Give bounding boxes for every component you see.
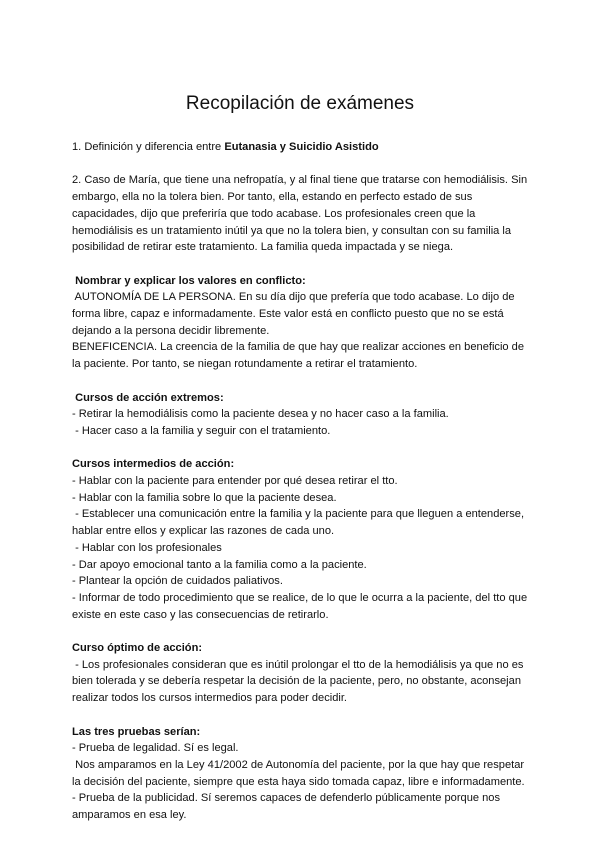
question-1	[72, 139, 534, 156]
section-heading: Las tres pruebas serían:	[72, 725, 201, 738]
section-heading: Curso óptimo de acción:	[72, 642, 203, 655]
section-optimo	[72, 640, 534, 707]
question-1-text: 1. Definición y diferencia entre	[72, 141, 225, 153]
question-2-case	[72, 172, 534, 256]
text-line: - Establecer una comunicación entre la familia y la paciente para que lleguen a entenderse,	[72, 508, 525, 521]
section-heading: Cursos intermedios de acción:	[72, 458, 235, 471]
text-line: - Prueba de la publicidad. Sí seremos capaces de defenderlo públicamente porque nos	[72, 792, 500, 805]
section-heading: Cursos de acción extremos:	[72, 391, 224, 404]
text-line: dejando a la persona decidir libremente.	[72, 324, 270, 337]
text-line: - Hacer caso a la familia y seguir con el tratamiento.	[72, 424, 331, 437]
text-line: - Dar apoyo emocional tanto a la familia como a la paciente.	[72, 558, 367, 571]
document-body	[72, 139, 534, 824]
text-line: - Informar de todo procedimiento que se realice, de lo que le ocurra a la paciente, del tto que	[72, 591, 528, 604]
question-1-topic: Eutanasia y Suicidio Asistido	[224, 141, 379, 153]
text-line: bien tolerada y se debería respetar la decisión de la paciente, pero, no obstante, aconsejan	[72, 675, 521, 688]
text-line: - Hablar con la paciente para entender por qué desea retirar el tto.	[72, 475, 398, 487]
text-line: 2. Caso de María, que tiene una nefropatía, y al final tiene que tratarse con hemodiálisis. Sin	[72, 174, 528, 187]
text-line: la decisión del paciente, siempre que esta haya sido tomada capaz, libre e informadamente.	[72, 775, 525, 788]
section-heading: Nombrar y explicar los valores en conflicto:	[72, 274, 306, 287]
section-intermedios	[72, 456, 534, 623]
text-line: forma libre, capaz e informadamente. Este valor está en conflicto puesto que no se está	[72, 308, 504, 320]
text-line: la paciente. Por tanto, se niegan rotundamente a retirar el tratamiento.	[72, 358, 418, 371]
text-line: - Hablar con la familia sobre lo que la paciente desea.	[72, 491, 337, 504]
text-line: existe en este caso y las consecuencias de retirarlo.	[72, 608, 329, 621]
text-line: Nos amparamos en la Ley 41/2002 de Autonomía del paciente, por la que hay que respetar	[72, 758, 525, 771]
text-line: hemodiálisis es un tratamiento inútil ya que no la tolera bien, y consultan con su familia la	[72, 224, 512, 237]
text-line: amparamos en esa ley.	[72, 809, 187, 822]
section-pruebas	[72, 724, 534, 824]
text-line: BENEFICENCIA. La creencia de la familia de que hay que realizar acciones en beneficio de	[72, 341, 525, 354]
text-line: - Hablar con los profesionales	[72, 541, 222, 554]
section-valores	[72, 273, 534, 373]
section-extremos	[72, 390, 534, 440]
text-line: posibilidad de retirar este tratamiento. La familia queda impactada y se niega.	[72, 241, 454, 254]
page-title: Recopilación de exámenes	[185, 93, 415, 114]
text-line: embargo, ella no la tolera bien. Por tanto, ella, estando en perfecto estado de sus	[72, 191, 473, 204]
text-line: AUTONOMÍA DE LA PERSONA. En su día dijo que prefería que todo acabase. Lo dijo de	[72, 291, 515, 304]
text-line: hablar entre ellos y explicar las razones de cada uno.	[72, 525, 335, 538]
text-line: - Prueba de legalidad. Sí es legal.	[72, 742, 239, 755]
text-line: - Retirar la hemodiálisis como la paciente desea y no hacer caso a la familia.	[72, 408, 449, 421]
text-line: capacidades, dijo que preferiría que todo acabase. Los profesionales creen que la	[72, 207, 476, 220]
text-line: realizar todos los cursos intermedios para poder decidir.	[72, 692, 348, 705]
text-line: - Los profesionales consideran que es inútil prolongar el tto de la hemodiálisis ya que no es	[72, 658, 524, 671]
text-line: - Plantear la opción de cuidados paliativos.	[72, 575, 283, 588]
